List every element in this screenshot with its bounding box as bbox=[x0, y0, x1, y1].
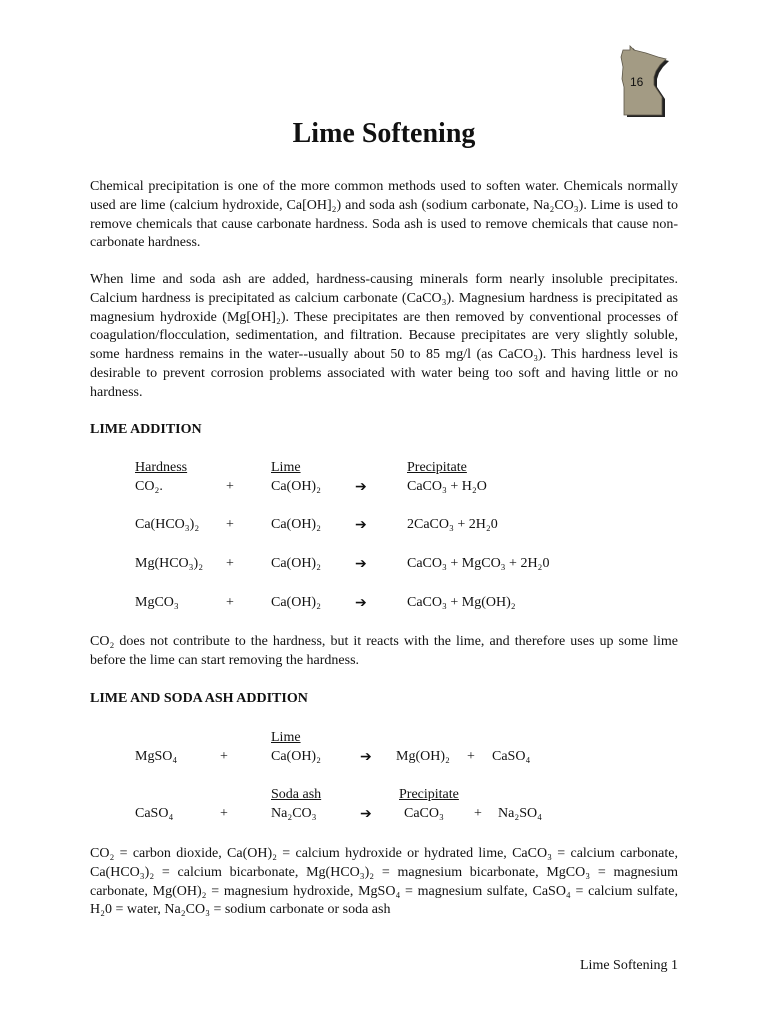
intro-paragraph-2: When lime and soda ash are added, hardness-causing minerals form nearly insoluble precipitates. Calcium hardness is precipitated as calcium carbonate (CaCO₃). Magnesium hardness is precipitated as magnesium hydroxide (Mg[OH]₂). These precipitates are then removed by conventional processes of coagulation/flocculation, sedimentation, and filtration. Because precipitates are very slightly soluble, some hardness remains in the water--usually about 50 to 85 mg/l (as CaCO₃). This hardness level is desirable to prevent corrosion problems associated with water being too soft and having little or no hardness. bbox=[90, 272, 678, 400]
plus-sign: + bbox=[226, 479, 234, 494]
arrow-icon: ➔ bbox=[355, 596, 367, 611]
reaction-product-2: CaSO₄ bbox=[492, 749, 531, 764]
plus-sign: + bbox=[220, 806, 228, 821]
glossary-paragraph: CO₂ = carbon dioxide, Ca(OH)₂ = calcium hydroxide or hydrated lime, CaCO₃ = calcium carbonate, Ca(HCO₃)₂ = calcium bicarbonate, Mg(HCO₃)₂ = magnesium bicarbonate, MgCO₃ = magnesium carbonate, Mg(OH)₂ = magnesium hydroxide, MgSO₄ = magnesium sulfate, CaSO₄ = calcium sulfate, H₂0 = water, Na₂CO₃ = sodium carbonate or soda ash bbox=[90, 846, 678, 918]
plus-sign: + bbox=[226, 517, 234, 532]
precipitate-label: Precipitate bbox=[399, 787, 459, 802]
reaction-precipitate: CaCO₃ + Mg(OH)₂ bbox=[407, 595, 516, 610]
reaction-lime: Ca(OH)₂ bbox=[271, 517, 321, 532]
page-badge bbox=[616, 45, 670, 117]
arrow-icon: ➔ bbox=[355, 480, 367, 495]
arrow-icon: ➔ bbox=[355, 518, 367, 533]
reaction-product-1: Mg(OH)₂ bbox=[396, 749, 450, 764]
page-footer: Lime Softening 1 bbox=[580, 958, 678, 973]
reaction-lime: Ca(OH)₂ bbox=[271, 479, 321, 494]
reaction-reactant: CaSO₄ bbox=[135, 806, 174, 821]
lime-addition-heading: LIME ADDITION bbox=[90, 422, 202, 437]
plus-sign: + bbox=[467, 749, 475, 764]
col-hardness-header: Hardness bbox=[135, 460, 188, 475]
plus-sign: + bbox=[220, 749, 228, 764]
page-badge-number: 16 bbox=[630, 75, 644, 89]
arrow-icon: ➔ bbox=[360, 807, 372, 822]
reaction-hardness: Mg(HCO₃)₂ bbox=[135, 556, 204, 571]
reaction-precipitate: CaCO₃ + H₂O bbox=[407, 479, 487, 494]
arrow-icon: ➔ bbox=[355, 557, 367, 572]
col-lime-header: Lime bbox=[271, 460, 301, 475]
reaction-hardness: Ca(HCO₃)₂ bbox=[135, 517, 200, 532]
reaction-hardness: MgCO₃ bbox=[135, 595, 179, 610]
soda-ash-label: Soda ash bbox=[271, 787, 322, 802]
plus-sign: + bbox=[474, 806, 482, 821]
reaction-reagent: Ca(OH)₂ bbox=[271, 749, 321, 764]
reaction-hardness: CO₂. bbox=[135, 479, 163, 494]
page-title: Lime Softening bbox=[292, 118, 476, 149]
reaction-precipitate: 2CaCO₃ + 2H₂0 bbox=[407, 517, 498, 532]
reaction-reagent: Na₂CO₃ bbox=[271, 806, 317, 821]
plus-sign: + bbox=[226, 595, 234, 610]
reaction-reactant: MgSO₄ bbox=[135, 749, 178, 764]
arrow-icon: ➔ bbox=[360, 750, 372, 765]
intro-paragraph-1: Chemical precipitation is one of the more common methods used to soften water. Chemicals normally used are lime (calcium hydroxide, Ca[OH]₂) and soda ash (sodium carbonate, Na₂CO₃). Lime is used to remove chemicals that cause carbonate hardness. Soda ash is used to remove chemicals that cause non-carbonate hardness. bbox=[90, 179, 678, 251]
plus-sign: + bbox=[226, 556, 234, 571]
reaction-lime: Ca(OH)₂ bbox=[271, 595, 321, 610]
reaction-product-1: CaCO₃ bbox=[404, 806, 444, 821]
reaction-precipitate: CaCO₃ + MgCO₃ + 2H₂0 bbox=[407, 556, 550, 571]
reaction-product-2: Na₂SO₄ bbox=[498, 806, 542, 821]
reaction-lime: Ca(OH)₂ bbox=[271, 556, 321, 571]
col-precipitate-header: Precipitate bbox=[407, 460, 467, 475]
lime-label: Lime bbox=[271, 730, 301, 745]
lime-soda-heading: LIME AND SODA ASH ADDITION bbox=[90, 691, 308, 706]
co2-note: CO₂ does not contribute to the hardness, but it reacts with the lime, and therefore uses up some lime before the lime can start removing the hardness. bbox=[90, 634, 678, 668]
